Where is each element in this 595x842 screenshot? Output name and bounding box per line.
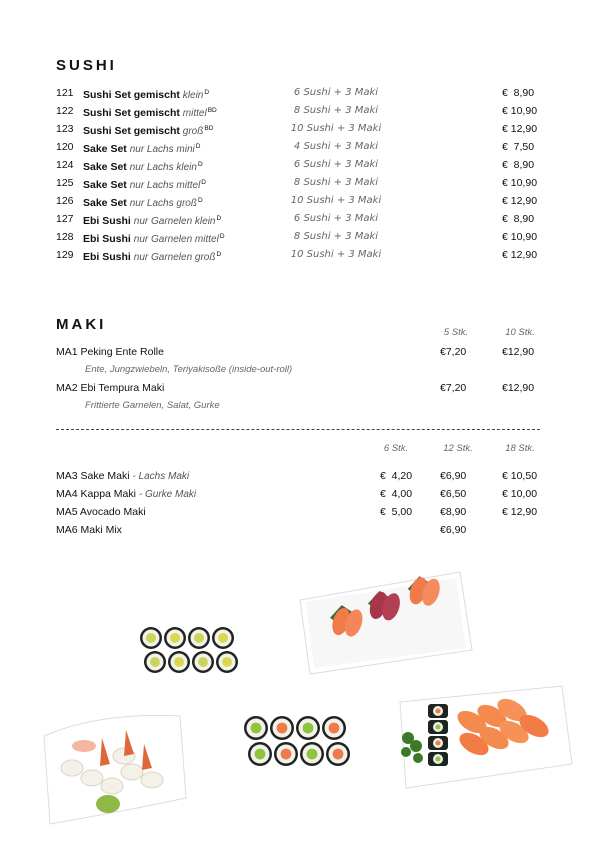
- col-head-5-stk: 5 Stk.: [443, 327, 469, 338]
- maki-name: [56, 485, 196, 504]
- item-variant: klein: [182, 90, 204, 101]
- item-price: € 12,90: [502, 195, 538, 207]
- maki-filling: [303, 723, 314, 734]
- col-head-6-stk: 6 Stk.: [383, 443, 409, 454]
- item-name: [83, 246, 221, 267]
- item-title: Ebi Sushi: [83, 251, 131, 263]
- item-number: 123: [56, 123, 74, 135]
- col-head-18-stk: 18 Stk.: [505, 443, 535, 454]
- classic-maki-row: [56, 503, 540, 521]
- price-18-stk: € 10,50: [502, 470, 538, 482]
- maki-roll-row: [56, 379, 540, 397]
- item-description: 8 Sushi + 3 Maki: [293, 105, 379, 116]
- item-title: Sushi Set gemischt: [83, 125, 180, 137]
- sushi-item-row: [56, 102, 540, 120]
- item-title: Ebi Sushi: [83, 215, 131, 227]
- sushi-item-row: [56, 228, 540, 246]
- item-variant: nur Lachs mittel: [129, 180, 201, 191]
- allergen-code: D: [219, 233, 225, 240]
- maki-title: MA6 Maki Mix: [56, 524, 122, 536]
- sushi-item-row: [56, 210, 540, 228]
- item-description: 10 Sushi + 3 Maki: [290, 249, 382, 260]
- item-number: 128: [56, 231, 74, 243]
- allergen-code: D: [204, 89, 210, 96]
- allergen-code: D: [216, 215, 222, 222]
- item-variant: nur Lachs klein: [129, 162, 197, 173]
- price-5-stk: €7,20: [440, 346, 467, 358]
- maki-title: MA4 Kappa Maki: [56, 488, 136, 500]
- col-head-10-stk: 10 Stk.: [505, 327, 535, 338]
- maki-filling: [329, 723, 340, 734]
- item-description: 4 Sushi + 3 Maki: [293, 141, 379, 152]
- allergen-code: D: [197, 161, 203, 168]
- item-price: € 8,90: [502, 87, 535, 99]
- item-number: 120: [56, 141, 74, 153]
- item-description: 8 Sushi + 3 Maki: [293, 231, 379, 242]
- maki-name: [56, 467, 189, 486]
- allergen-code: BD: [207, 107, 217, 114]
- price-12-stk: €6,90: [440, 470, 467, 482]
- item-number: 126: [56, 195, 74, 207]
- price-6-stk: € 4,00: [380, 488, 413, 500]
- item-title: Sushi Set gemischt: [83, 107, 180, 119]
- item-variant: mittel: [182, 108, 207, 119]
- maki-title: MA5 Avocado Maki: [56, 506, 146, 518]
- maki-filling: [194, 633, 204, 643]
- item-title: Sake Set: [83, 197, 127, 209]
- allergen-code: D: [216, 251, 222, 258]
- item-title: Sake Set: [83, 179, 127, 191]
- item-description: 10 Sushi + 3 Maki: [290, 195, 382, 206]
- inside-out-roll-photo: [40, 708, 188, 828]
- price-12-stk: €8,90: [440, 506, 467, 518]
- maki-roll-row: [56, 343, 540, 361]
- maki-title: MA3 Sake Maki: [56, 470, 130, 482]
- item-description: 6 Sushi + 3 Maki: [293, 159, 379, 170]
- item-price: € 10,90: [502, 177, 538, 189]
- maki-roll-description: Ente, Jungzwiebeln, Teriyakisoße (inside-out-roll): [85, 364, 293, 375]
- item-variant: nur Garnelen klein: [133, 216, 216, 227]
- price-18-stk: € 10,00: [502, 488, 538, 500]
- price-18-stk: € 12,90: [502, 506, 538, 518]
- item-number: 121: [56, 87, 74, 99]
- sushi-section-title: SUSHI: [56, 57, 117, 74]
- avocado-maki-photo: [135, 616, 239, 686]
- item-price: € 12,90: [502, 123, 538, 135]
- price-6-stk: € 4,20: [380, 470, 413, 482]
- salmon-cucumber-maki-photo: [240, 710, 354, 776]
- item-variant: nur Lachs mini: [129, 144, 195, 155]
- item-title: Sushi Set gemischt: [83, 89, 180, 101]
- sushi-item-row: [56, 120, 540, 138]
- maki-filling: [174, 657, 184, 667]
- maki-filling: [281, 749, 292, 760]
- price-10-stk: €12,90: [502, 346, 535, 358]
- allergen-code: D: [201, 179, 206, 186]
- maki-section-title: MAKI: [56, 316, 107, 333]
- price-10-stk: €12,90: [502, 382, 535, 394]
- maki-variant: - Gurke Maki: [138, 489, 197, 500]
- item-price: € 12,90: [502, 249, 538, 261]
- maki-filling: [307, 749, 318, 760]
- section-divider: [56, 429, 540, 430]
- item-variant: groß: [182, 126, 204, 137]
- item-description: 10 Sushi + 3 Maki: [290, 123, 382, 134]
- item-description: 8 Sushi + 3 Maki: [293, 177, 379, 188]
- item-number: 127: [56, 213, 74, 225]
- item-number: 125: [56, 177, 74, 189]
- item-variant: nur Garnelen groß: [133, 252, 216, 263]
- maki-roll-description: Frittierte Garnelen, Salat, Gurke: [85, 400, 220, 411]
- price-6-stk: € 5,00: [380, 506, 413, 518]
- price-12-stk: €6,90: [440, 524, 467, 536]
- maki-filling: [150, 657, 160, 667]
- item-title: Sake Set: [83, 143, 127, 155]
- item-number: 122: [56, 105, 74, 117]
- item-title: Ebi Sushi: [83, 233, 131, 245]
- maki-variant: - Lachs Maki: [132, 471, 190, 482]
- allergen-code: D: [197, 197, 203, 204]
- maki-roll-name: MA1 Peking Ente Rolle: [56, 346, 164, 358]
- maki-filling: [255, 749, 266, 760]
- nigiri-plate-photo: [298, 570, 474, 676]
- item-number: 124: [56, 159, 74, 171]
- maki-filling: [277, 723, 288, 734]
- maki-filling: [251, 723, 262, 734]
- allergen-code: D: [195, 143, 201, 150]
- maki-filling: [218, 633, 228, 643]
- maki-name: [56, 503, 146, 522]
- classic-maki-row: [56, 485, 540, 503]
- sushi-item-row: [56, 156, 540, 174]
- classic-maki-row: [56, 521, 540, 539]
- price-12-stk: €6,50: [440, 488, 467, 500]
- item-variant: nur Garnelen mittel: [133, 234, 219, 245]
- item-variant: nur Lachs groß: [129, 198, 197, 209]
- sushi-item-row: [56, 138, 540, 156]
- sushi-item-row: [56, 246, 540, 264]
- item-title: Sake Set: [83, 161, 127, 173]
- price-5-stk: €7,20: [440, 382, 467, 394]
- sushi-combo-platter-photo: [394, 682, 574, 790]
- maki-filling: [170, 633, 180, 643]
- item-price: € 10,90: [502, 231, 538, 243]
- item-description: 6 Sushi + 3 Maki: [293, 213, 379, 224]
- item-price: € 7,50: [502, 141, 535, 153]
- sushi-item-row: [56, 84, 540, 102]
- maki-filling: [333, 749, 344, 760]
- item-number: 129: [56, 249, 74, 261]
- maki-filling: [198, 657, 208, 667]
- maki-roll-name: MA2 Ebi Tempura Maki: [56, 382, 165, 394]
- maki-filling: [222, 657, 232, 667]
- sushi-item-row: [56, 174, 540, 192]
- item-price: € 8,90: [502, 159, 535, 171]
- maki-name: [56, 521, 122, 540]
- col-head-12-stk: 12 Stk.: [443, 443, 473, 454]
- maki-filling: [146, 633, 156, 643]
- item-price: € 10,90: [502, 105, 538, 117]
- sushi-item-row: [56, 192, 540, 210]
- allergen-code: BD: [204, 125, 214, 132]
- item-price: € 8,90: [502, 213, 535, 225]
- classic-maki-row: [56, 467, 540, 485]
- item-description: 6 Sushi + 3 Maki: [293, 87, 379, 98]
